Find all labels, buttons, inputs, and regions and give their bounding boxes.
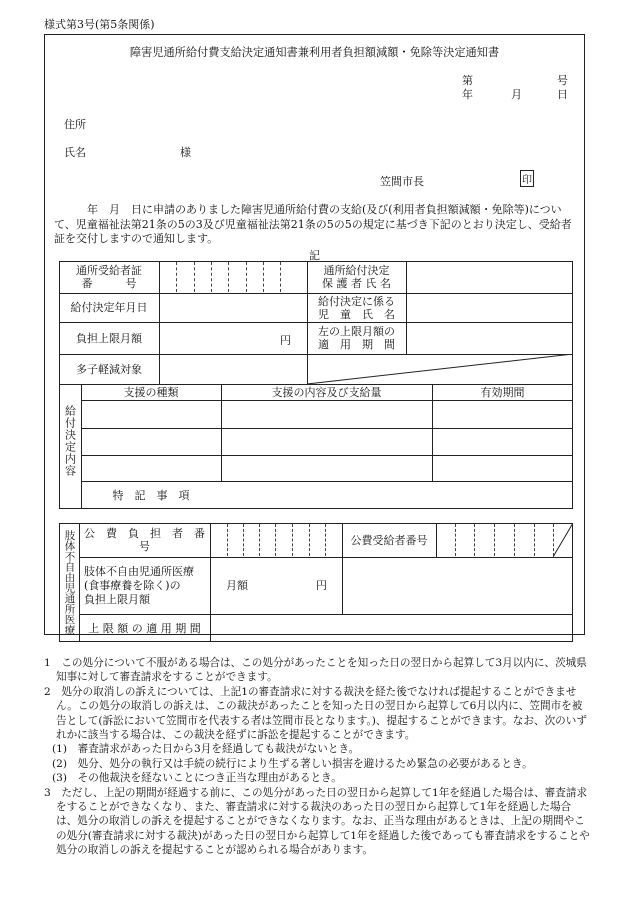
date-day: 日 <box>557 88 568 101</box>
monthly-label: 月額 <box>226 579 248 592</box>
seal-stamp <box>520 170 534 187</box>
col-support-type: 支援の種類 <box>123 385 179 399</box>
ki-heading: 記 <box>309 249 320 262</box>
benefit-content-vertical-label: 給付決定内容 <box>63 404 77 477</box>
date-month: 月 <box>511 88 522 101</box>
doc-no-dai: 第 <box>462 74 473 87</box>
multi-child-diagonal <box>307 354 573 384</box>
note-2-item-2: (2) 処分、処分の執行又は手続の続行により生ずる著しい損害を避けるため緊急の必要があるとき。 <box>52 757 533 770</box>
doc-no-go: 号 <box>557 74 568 87</box>
note-3: 3 ただし、上記の期間が経過する前に、この処分があった日の翌日から起算して1年を経過した場合は、審査請求をすることができなくなり、また、審査請求に対する裁決のあった日の翌日から起算して1年を経過した場合は、処分の取消しの訴えを提起することができなくなります。なお、正当な理由があるときは、上記の期間やこの処分(審査請求に対する裁決)があった日の翌日から起算して1年を経過した後であっても審査請求をすることや処分の取消しの訴えを提起することが認められる場合があります。 <box>44 786 590 857</box>
recipient-no-label: 通所受給者証 番 号 <box>76 264 142 290</box>
honorific-sama: 様 <box>180 146 191 159</box>
document-title: 障害児通所給付費支給決定通知書兼利用者負担額減額・免除等決定通知書 <box>129 46 500 59</box>
col-support-content: 支援の内容及び支給量 <box>271 385 382 399</box>
form-number: 様式第3号(第5条関係) <box>44 18 155 31</box>
medical-vertical-label: 肢体不自由児通所医療 <box>63 530 76 635</box>
date-year: 年 <box>462 88 473 101</box>
note-2-item-3: (3) その他裁決を経ないことにつき正当な理由があるとき。 <box>52 772 342 785</box>
note-2-item-1: (1) 審査請求があった日から3月を経過しても裁決がないとき。 <box>52 743 360 756</box>
decision-date-label: 給付決定年月日 <box>70 301 148 314</box>
guardian-name-label: 通所給付決定 保 護 者 氏 名 <box>322 264 391 290</box>
limit-yen: 円 <box>280 334 291 347</box>
medical-limit-label: 肢体不自由児通所医療 (食事療養を除く)の 負担上限月額 <box>84 564 194 606</box>
appeal-notes <box>44 656 592 858</box>
seal-text: 印 <box>522 175 532 186</box>
address-label: 住所 <box>64 118 86 131</box>
multi-child-label: 多子軽減対象 <box>76 362 142 376</box>
child-name-label: 給付決定に係る 児 童 氏 名 <box>318 294 395 321</box>
body-paragraph: 年 月 日に申請のありました障害児通所給付費の支給(及び(利用者負担額減額・免除等)について、児童福祉法第21条の5の3及び児童福祉法第21条の5の5の規定に基づき下記のとおり決定し、受給者証を交付しますので通知します。 <box>54 203 572 246</box>
note-1: 1 この処分について不服がある場合は、この処分があったことを知った日の翌日から起算して3月以内に、茨城県知事に対して審査請求をすることができます。 <box>44 657 587 684</box>
payer-no-label: 公 費 負 担 者 番 号 <box>84 527 216 553</box>
limit-period-label: 左の上限月額の 適 用 期 間 <box>318 325 395 351</box>
recipient-no-diagonal <box>553 523 573 557</box>
medical-recipient-no-label: 公費受給者番号 <box>350 533 428 547</box>
remarks-label: 特 記 事 項 <box>112 488 190 502</box>
col-valid-period: 有効期間 <box>480 385 525 399</box>
issuer: 笠間市長 <box>380 175 424 188</box>
monthly-yen: 円 <box>316 579 327 592</box>
name-label: 氏名 <box>64 146 86 159</box>
limit-period-row-label: 上 限 額 の 適 用 期 間 <box>88 621 201 635</box>
limit-amount-label: 負担上限月額 <box>76 331 142 345</box>
note-2: 2 処分の取消しの訴えについては、上記1の審査請求に対する裁決を経た後でなければ提起することができません。この処分の取消しの訴えは、この裁決があったことを知った日の翌日から起算して6月以内に、笠間市を被告として(訴訟において笠間市を代表する者は笠間市長となります。)、提起することができます。なお、次のいずれかに該当する場合は、この裁決を経ずに訴訟を提起することができます。 <box>44 685 587 742</box>
